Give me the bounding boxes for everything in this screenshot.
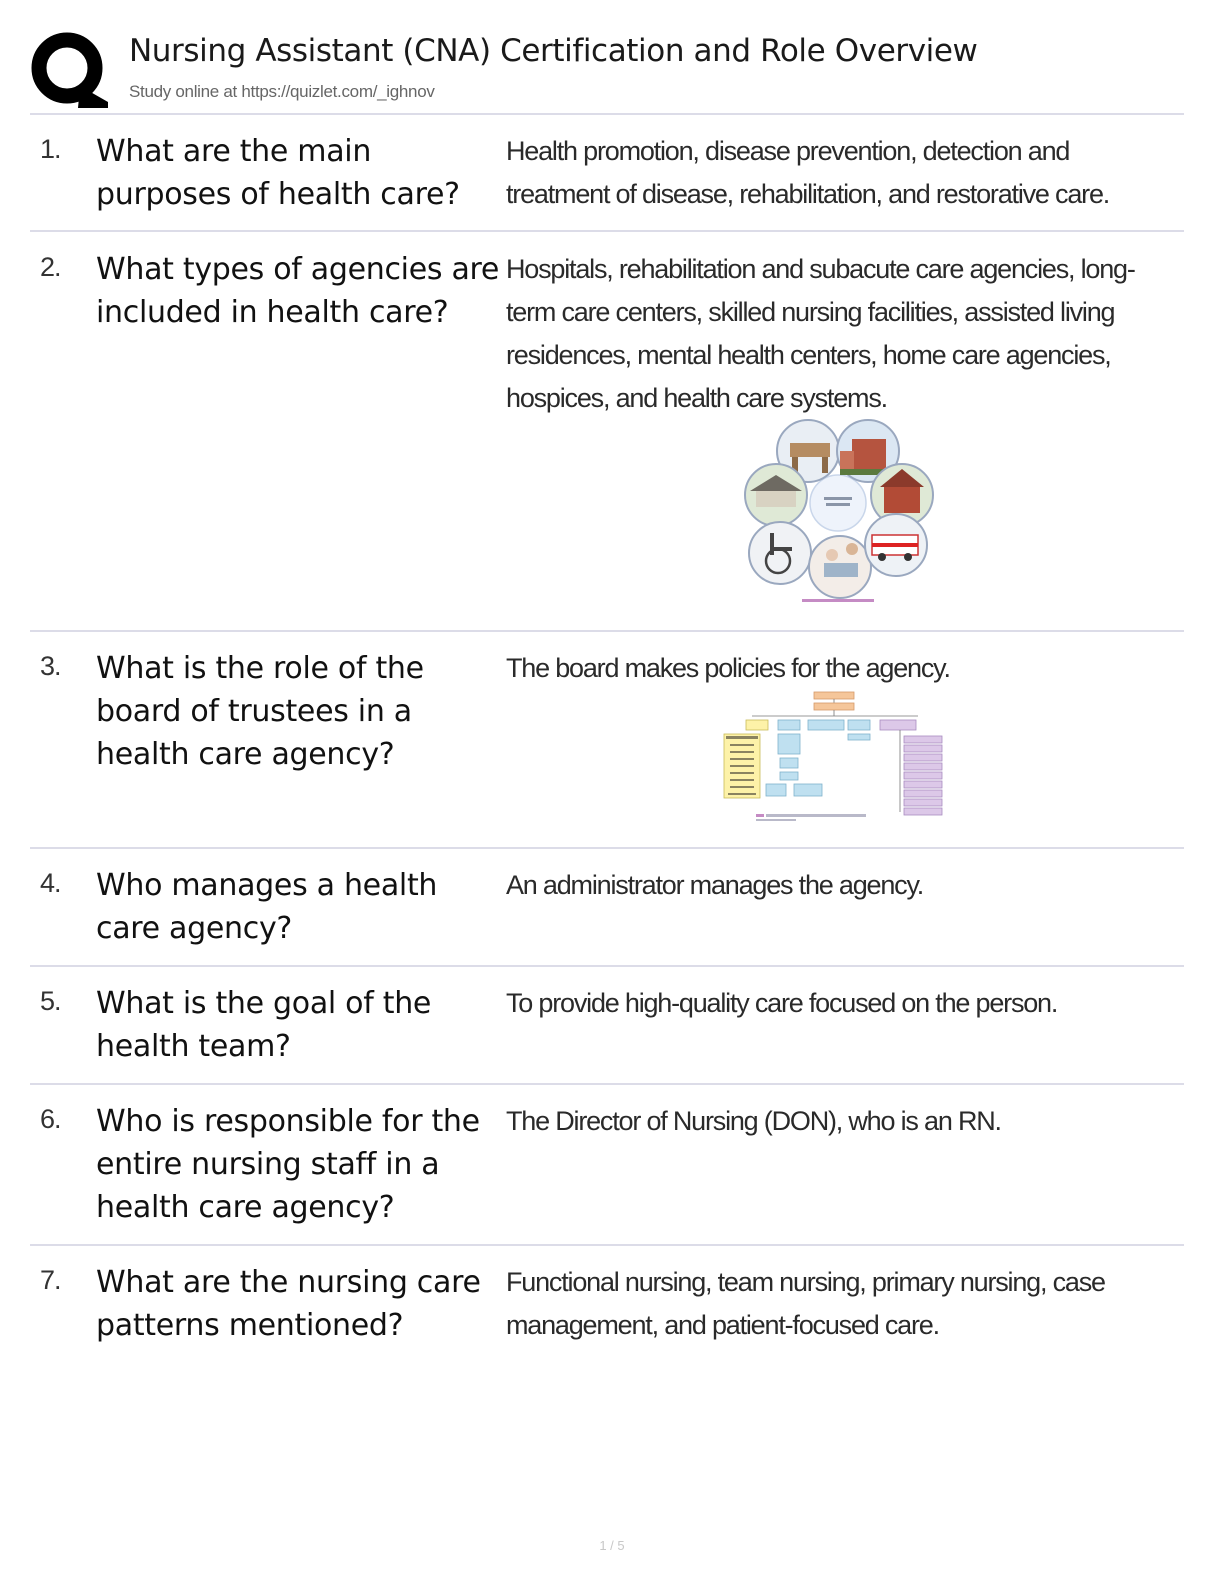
divider: [30, 113, 1184, 115]
card-definition: Health promotion, disease prevention, detection and treatment of disease, rehabilitation, and restorative care.: [506, 136, 1110, 209]
card-term: What is the role of the board of trustees in a health care agency?: [96, 651, 424, 772]
divider: [30, 1244, 1184, 1246]
card-definition: To provide high-quality care focused on the person.: [506, 988, 1058, 1018]
card-definition: An administrator manages the agency.: [506, 870, 924, 900]
card-number: 1.: [40, 134, 61, 164]
card-definition: Hospitals, rehabilitation and subacute care agencies, long-term care centers, skilled nursing facilities, assisted living residences, mental health centers, home care agencies, hospices, and health care systems.: [506, 254, 1135, 413]
organizational-chart-diagram-icon: [720, 690, 946, 822]
card-term: What are the nursing care patterns mentioned?: [96, 1265, 481, 1343]
card-term: What types of agencies are included in health care?: [96, 252, 500, 330]
divider: [30, 230, 1184, 232]
card-term: What are the main purposes of health care?: [96, 134, 460, 212]
quizlet-logo-icon: [30, 30, 110, 110]
divider: [30, 1083, 1184, 1085]
divider: [30, 965, 1184, 967]
card-term: What is the goal of the health team?: [96, 986, 432, 1064]
study-online-link[interactable]: Study online at https://quizlet.com/_ighnov: [129, 82, 435, 101]
card-number: 6.: [40, 1104, 61, 1134]
card-number: 5.: [40, 986, 61, 1016]
card-number: 3.: [40, 651, 61, 681]
page-number: 1 / 5: [599, 1538, 625, 1553]
card-definition: Functional nursing, team nursing, primary nursing, case management, and patient-focused care.: [506, 1267, 1105, 1340]
card-number: 4.: [40, 868, 61, 898]
divider: [30, 630, 1184, 632]
health-care-system-diagram-icon: [740, 415, 940, 607]
document-title: Nursing Assistant (CNA) Certification and Role Overview: [129, 33, 978, 69]
divider: [30, 847, 1184, 849]
card-term: Who manages a health care agency?: [96, 868, 438, 946]
card-definition: The Director of Nursing (DON), who is an RN.: [506, 1106, 1001, 1136]
card-definition: The board makes policies for the agency.: [506, 653, 950, 683]
card-term: Who is responsible for the entire nursing staff in a health care agency?: [96, 1104, 480, 1225]
card-number: 7.: [40, 1265, 61, 1295]
card-number: 2.: [40, 252, 61, 282]
